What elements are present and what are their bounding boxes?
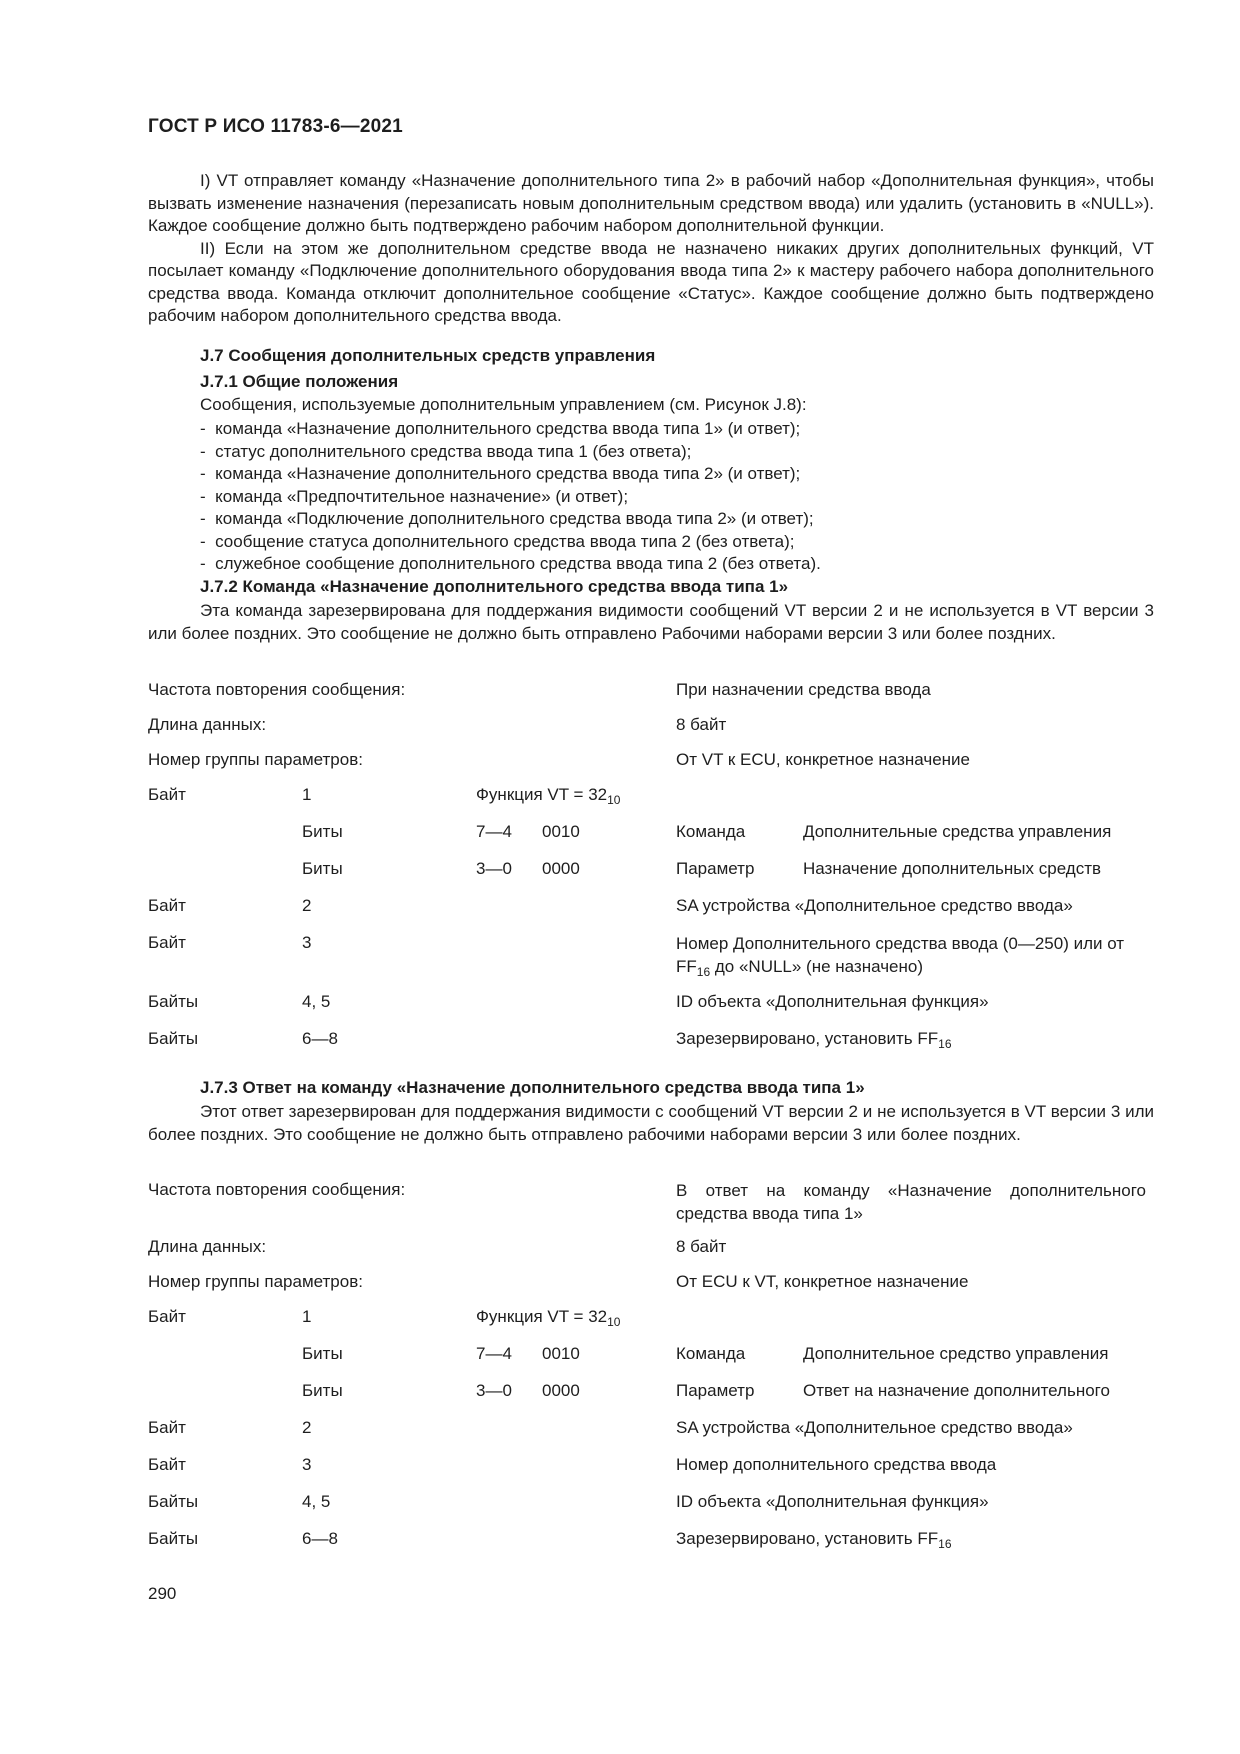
byte-description: ID объекта «Дополнительная функция» xyxy=(676,992,989,1011)
byte-description: Зарезервировано, установить $FF_{16}$ xyxy=(676,1529,952,1551)
bytes-label: Байты xyxy=(148,1492,199,1511)
byte-label: Байт xyxy=(148,896,186,915)
parameter-label: Параметр xyxy=(676,859,755,878)
section-j73-text-block xyxy=(148,1101,1154,1146)
bits-label: Биты xyxy=(302,1381,343,1400)
parameter-value: Назначение дополнительных средств xyxy=(803,859,1102,878)
parameter-label: Параметр xyxy=(676,1381,755,1400)
list-item: - команда «Предпочтительное назначение» (и ответ); xyxy=(200,486,821,509)
parameter-value: Ответ на назначение дополнительного xyxy=(803,1381,1110,1400)
data-length-label: Длина данных: xyxy=(148,1237,267,1256)
bits-range: 3—0 xyxy=(476,859,512,878)
section-j7-title: J.7 Сообщения дополнительных средств управления xyxy=(200,346,656,365)
byte-number: 6—8 xyxy=(302,1529,338,1548)
list-item: - команда «Назначение дополнительного средства ввода типа 1» (и ответ); xyxy=(200,418,821,441)
repetition-value: При назначении средства ввода xyxy=(676,680,931,699)
function-value: Функция VT = $32_{10}$ xyxy=(476,785,621,807)
byte-description: SA устройства «Дополнительное средство ввода» xyxy=(676,896,1073,915)
byte-label: Байт xyxy=(148,1418,186,1437)
byte-label: Байт xyxy=(148,1307,186,1326)
byte-description: SA устройства «Дополнительное средство ввода» xyxy=(676,1418,1073,1437)
section-j73-text: Этот ответ зарезервирован для поддержания видимости с сообщений VT версии 2 и не используется в VT версии 3 или более поздних. Это сообщение не должно быть отправлено рабочими наборами версии 3 или более поздних. xyxy=(148,1102,1154,1144)
bytes-label: Байты xyxy=(148,1529,199,1548)
bits-value: 0000 xyxy=(542,859,580,878)
bits-label: Биты xyxy=(302,859,343,878)
byte-description: Номер Дополнительного средства ввода (0—250) или от $FF_{16}$ до «NULL» (не назначено) xyxy=(676,934,1125,979)
list-item: - статус дополнительного средства ввода типа 1 (без ответа); xyxy=(200,441,821,464)
byte-label: Байт xyxy=(148,1455,186,1474)
byte-number: 4, 5 xyxy=(302,992,331,1011)
bits-value: 0010 xyxy=(542,1344,580,1363)
command-value: Дополнительные средства управления xyxy=(803,822,1112,841)
byte-number: 3 xyxy=(302,1455,312,1474)
byte-number: 3 xyxy=(302,933,312,952)
byte-number: 6—8 xyxy=(302,1029,338,1048)
data-length-value: 8 байт xyxy=(676,1237,727,1256)
bits-label: Биты xyxy=(302,822,343,841)
page-number: 290 xyxy=(148,1584,177,1603)
byte-label: Байт xyxy=(148,933,186,952)
data-length-label: Длина данных: xyxy=(148,715,267,734)
byte-label: Байт xyxy=(148,785,186,804)
bits-value: 0000 xyxy=(542,1381,580,1400)
repetition-label: Частота повторения сообщения: xyxy=(148,1180,406,1199)
section-j71-title: J.7.1 Общие положения xyxy=(200,372,399,391)
pgn-value: От ECU к VT, конкретное назначение xyxy=(676,1272,969,1291)
command-label: Команда xyxy=(676,1344,746,1363)
list-item: - команда «Подключение дополнительного средства ввода типа 2» (и ответ); xyxy=(200,508,821,531)
byte-number: 4, 5 xyxy=(302,1492,331,1511)
pgn-label: Номер группы параметров: xyxy=(148,750,363,769)
bits-value: 0010 xyxy=(542,822,580,841)
section-j73-title: J.7.3 Ответ на команду «Назначение дополнительного средства ввода типа 1» xyxy=(200,1078,865,1097)
message-list xyxy=(200,418,821,576)
bytes-label: Байты xyxy=(148,992,199,1011)
bits-range: 7—4 xyxy=(476,822,512,841)
section-j72-title: J.7.2 Команда «Назначение дополнительного средства ввода типа 1» xyxy=(200,577,789,596)
section-j72-text: Эта команда зарезервирована для поддержания видимости сообщений VT версии 2 и не используется в VT версии 3 или более поздних. Это сообщение не должно быть отправлено Рабочими наборами версии 3 или более поздних. xyxy=(148,601,1154,643)
bits-label: Биты xyxy=(302,1344,343,1363)
byte-number: 2 xyxy=(302,896,312,915)
bytes-label: Байты xyxy=(148,1029,199,1048)
list-item: - служебное сообщение дополнительного средства ввода типа 2 (без ответа). xyxy=(200,553,821,576)
byte-description: Номер дополнительного средства ввода xyxy=(676,1455,997,1474)
repetition-value: В ответ на команду «Назначение дополнительного средства ввода типа 1» xyxy=(676,1181,1146,1223)
pgn-value: От VT к ECU, конкретное назначение xyxy=(676,750,970,769)
bits-range: 3—0 xyxy=(476,1381,512,1400)
byte-description: Зарезервировано, установить $FF_{16}$ xyxy=(676,1029,952,1051)
intro-block xyxy=(148,170,1154,328)
document-header: ГОСТ Р ИСО 11783-6—2021 xyxy=(148,116,403,137)
intro-paragraph-2: II) Если на этом же дополнительном средстве ввода не назначено никаких других дополнительных функций, VT посылает команду «Подключение дополнительного оборудования ввода типа 2» к мастеру рабочего набора дополнительного средства ввода. Команда отключит дополнительное сообщение «Статус». Каждое сообщение должно быть подтверждено рабочим набором дополнительного средства ввода. xyxy=(148,238,1154,325)
list-item: - сообщение статуса дополнительного средства ввода типа 2 (без ответа); xyxy=(200,531,821,554)
function-value: Функция VT = $32_{10}$ xyxy=(476,1307,621,1329)
command-label: Команда xyxy=(676,822,746,841)
byte-number: 2 xyxy=(302,1418,312,1437)
section-j72-text-block xyxy=(148,600,1154,645)
data-length-value: 8 байт xyxy=(676,715,727,734)
byte-number: 1 xyxy=(302,1307,312,1326)
command-value: Дополнительное средство управления xyxy=(803,1344,1109,1363)
repetition-label: Частота повторения сообщения: xyxy=(148,680,406,699)
list-item: - команда «Назначение дополнительного средства ввода типа 2» (и ответ); xyxy=(200,463,821,486)
intro-paragraph-1: I) VT отправляет команду «Назначение дополнительного типа 2» в рабочий набор «Дополнительная функция», чтобы вызвать изменение назначения (перезаписать новым дополнительным средством ввода) или удалить (установить в «NULL»). Каждое сообщение должно быть подтверждено рабочим набором дополнительной функции. xyxy=(148,171,1154,235)
section-j71-intro: Сообщения, используемые дополнительным управлением (см. Рисунок J.8): xyxy=(200,395,807,414)
byte-number: 1 xyxy=(302,785,312,804)
byte-description: ID объекта «Дополнительная функция» xyxy=(676,1492,989,1511)
bits-range: 7—4 xyxy=(476,1344,512,1363)
pgn-label: Номер группы параметров: xyxy=(148,1272,363,1291)
